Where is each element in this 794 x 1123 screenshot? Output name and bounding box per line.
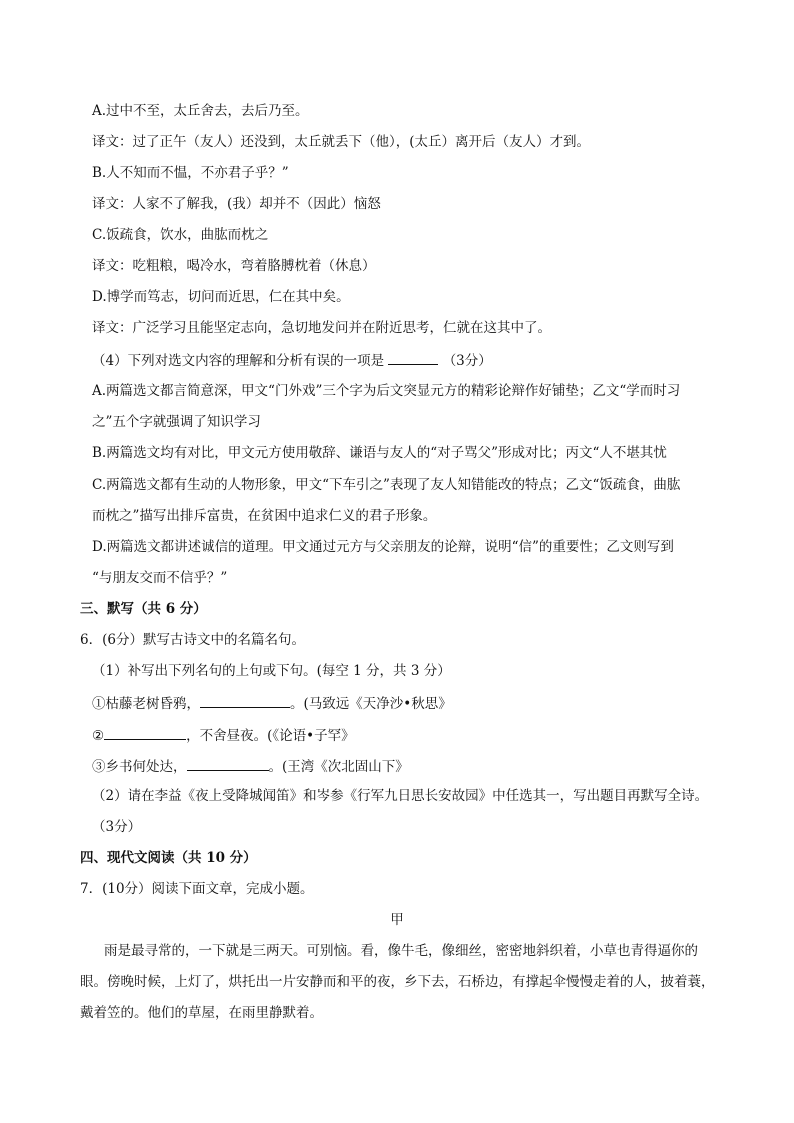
question-7-stem: 7．(10分）阅读下面文章，完成小题。 [80, 881, 314, 897]
q4-option-d-line2: “与朋友交而不信乎？” [92, 570, 228, 586]
section-3-heading: 三、默写（共 6 分） [80, 601, 207, 617]
q4-option-d-line1: D.两篇选文都讲述诚信的道理。甲文通过元方与父亲朋友的论辩，说明“信”的重要性；乙文则写到 [92, 539, 674, 555]
passage-title: 甲 [390, 912, 404, 928]
option-c-text: C.饭疏食，饮水，曲肱而枕之 [92, 227, 269, 243]
question-6-sub1: （1）补写出下列名句的上句或下句。(每空 1 分，共 3 分） [92, 663, 451, 679]
question-6-item-3 [92, 756, 409, 776]
option-b-translation: 译文：人家不了解我，(我）却并不（因此）恼怒 [92, 196, 381, 212]
item-1-source: 。(马致远《天净沙•秋思》 [290, 696, 452, 712]
option-d-text: D.博学而笃志，切问而近思，仁在其中矣。 [92, 289, 350, 305]
passage-line-1: 雨是最寻常的，一下就是三两天。可别恼。看，像牛毛，像细丝，密密地斜织着，小草也青得逼你的 [104, 943, 698, 959]
q4-option-c-line2: 而枕之”描写出排斥富贵，在贫困中追求仁义的君子形象。 [92, 508, 437, 524]
answer-blank[interactable] [200, 693, 290, 708]
question-6-sub2: （2）请在李益《夜上受降城闻笛》和岑参《行军九日思长安故园》中任选其一，写出题目再默写全诗。 [92, 788, 709, 804]
q4-option-a-line1: A.两篇选文都言简意深，甲文“门外戏”三个字为后文突显元方的精彩论辩作好铺垫；乙文“学而时习 [92, 383, 681, 399]
item-2-prompt: ② [92, 728, 105, 744]
section-4-heading: 四、现代文阅读（共 10 分） [80, 850, 257, 866]
option-d-translation: 译文：广泛学习且能坚定志向，急切地发问并在附近思考，仁就在这其中了。 [92, 320, 551, 336]
question-6-sub2-score: （3分） [92, 819, 142, 835]
question-4-stem [92, 350, 492, 370]
question-6-item-2 [92, 725, 355, 745]
question-4-score: （3分） [442, 353, 492, 369]
option-a-translation: 译文：过了正午（友人）还没到，太丘就丢下（他），(太丘）离开后（友人）才到。 [92, 134, 591, 150]
option-c-translation: 译文：吃粗粮，喝冷水，弯着胳膊枕着（休息） [92, 258, 376, 274]
item-2-source: ，不舍昼夜。(《论语•子罕》 [186, 728, 355, 744]
passage-line-3: 戴着笠的。他们的草屋，在雨里静默着。 [80, 1005, 323, 1021]
answer-blank[interactable] [187, 756, 269, 771]
question-6-stem: 6．(6分）默写古诗文中的名篇名句。 [80, 632, 305, 648]
passage-line-2: 眼。傍晚时候，上灯了，烘托出一片安静而和平的夜，乡下去，石桥边，有撑起伞慢慢走着的人，披着蓑， [80, 974, 715, 990]
answer-blank[interactable] [104, 725, 186, 740]
option-a-text: A.过中不至，太丘舍去，去后乃至。 [92, 103, 309, 119]
option-b-text: B.人不知而不愠，不亦君子乎？” [92, 165, 289, 181]
q4-option-b-line1: B.两篇选文均有对比，甲文元方使用敬辞、谦语与友人的“对子骂父”形成对比；丙文“人不堪其忧 [92, 445, 667, 461]
question-6-item-1 [92, 693, 452, 713]
item-3-source: 。(王湾《次北固山下》 [268, 759, 409, 775]
q4-option-a-line2: 之”五个字就强调了知识学习 [92, 414, 261, 430]
item-3-prompt: ③乡书何处达， [92, 759, 187, 775]
item-1-prompt: ①枯藤老树昏鸦， [92, 696, 200, 712]
answer-blank[interactable] [388, 350, 438, 365]
q4-option-c-line1: C.两篇选文都有生动的人物形象，甲文“下车引之”表现了友人知错能改的特点；乙文“饭疏食，曲肱 [92, 477, 681, 493]
question-4-stem-text: （4）下列对选文内容的理解和分析有误的一项是 [92, 353, 385, 369]
